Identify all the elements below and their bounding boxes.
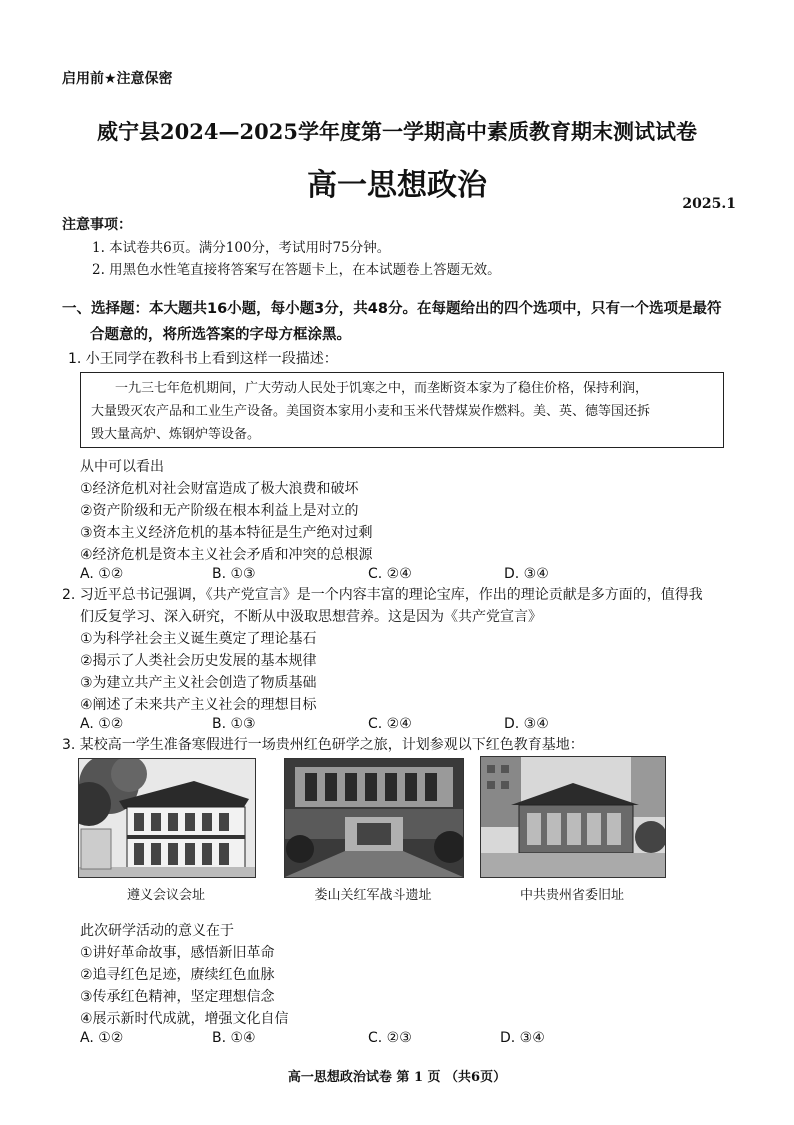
- note-item: 2. 用黑色水性笔直接将答案写在答题卡上，在本试题卷上答题无效。: [92, 262, 501, 278]
- q1-choice-c[interactable]: C. ②④: [368, 566, 412, 582]
- notes-title: 注意事项：: [62, 217, 132, 233]
- q1-choice-d[interactable]: D. ③④: [504, 566, 549, 582]
- q3-lead: 此次研学活动的意义在于: [80, 923, 234, 939]
- q1-quote-line: 一九三七年危机期间，广大劳动人民处于饥寒之中，而垄断资本家为了稳住价格，保持利润，: [115, 381, 649, 396]
- q3-option: ②追寻红色足迹，赓续红色血脉: [80, 967, 275, 983]
- q3-choice-c[interactable]: C. ②③: [368, 1030, 412, 1046]
- q2-option: ①为科学社会主义诞生奠定了理论基石: [80, 631, 317, 647]
- q2-choice-c[interactable]: C. ②④: [368, 716, 412, 732]
- q2-stem-line: 2. 习近平总书记强调，《共产党宣言》是一个内容丰富的理论宝库，作出的理论贡献是多方面的，值得我: [62, 587, 703, 603]
- q1-option: ②资产阶级和无产阶级在根本利益上是对立的: [80, 503, 359, 519]
- section-title-line: 合题意的，将所选答案的字母方框涂黑。: [90, 327, 351, 343]
- q2-choice-a[interactable]: A. ①②: [80, 716, 124, 732]
- section-title: [62, 296, 742, 348]
- q3-option: ④展示新时代成就，增强文化自信: [80, 1011, 289, 1027]
- q3-choice-b[interactable]: B. ①④: [212, 1030, 256, 1046]
- zunyi-site-photo: [78, 758, 256, 878]
- photo-caption: 娄山关红军战斗遗址: [314, 888, 432, 903]
- q2-choice-d[interactable]: D. ③④: [504, 716, 549, 732]
- q1-quote-line: 毁大量高炉、炼钢炉等设备。: [91, 427, 261, 442]
- q3-option: ①讲好革命故事，感悟新旧革命: [80, 945, 275, 961]
- q1-option: ①经济危机对社会财富造成了极大浪费和破坏: [80, 481, 359, 497]
- q2-option: ②揭示了人类社会历史发展的基本规律: [80, 653, 317, 669]
- confidential-label: 启用前★注意保密: [62, 71, 173, 87]
- subject-title: 高一思想政治: [307, 168, 487, 203]
- exam-title: 威宁县2024—2025学年度第一学期高中素质教育期末测试试卷: [97, 119, 697, 144]
- q2-stem: [62, 584, 742, 628]
- q1-quote-line: 大量毁灭农产品和工业生产设备。美国资本家用小麦和玉米代替煤炭作燃料。美、英、德等国还拆: [91, 404, 651, 419]
- section-title-line: 一、选择题：本大题共16小题，每小题3分，共48分。在每题给出的四个选项中，只有一个选项是最符: [62, 301, 722, 317]
- photo-caption: 遵义会议会址: [126, 888, 205, 903]
- q1-choice-b[interactable]: B. ①③: [212, 566, 256, 582]
- photo-caption: 中共贵州省委旧址: [519, 888, 624, 903]
- guizhou-committee-photo: [480, 756, 666, 878]
- loushanguan-site-photo: [284, 758, 464, 878]
- q2-choice-b[interactable]: B. ①③: [212, 716, 256, 732]
- q2-stem-line: 们反复学习、深入研究，不断从中汲取思想营养。这是因为《共产党宣言》: [80, 609, 542, 625]
- q1-stem: 1. 小王同学在教科书上看到这样一段描述：: [68, 351, 338, 367]
- q1-choice-a[interactable]: A. ①②: [80, 566, 124, 582]
- q1-option: ③资本主义经济危机的基本特征是生产绝对过剩: [80, 525, 373, 541]
- exam-date: 2025.1: [682, 196, 736, 212]
- q3-choice-a[interactable]: A. ①②: [80, 1030, 124, 1046]
- q3-choice-d[interactable]: D. ③④: [500, 1030, 545, 1046]
- q2-option: ④阐述了未来共产主义社会的理想目标: [80, 697, 317, 713]
- note-item: 1. 本试卷共6页。满分100分，考试用时75分钟。: [92, 240, 391, 256]
- q3-stem: 3. 某校高一学生准备寒假进行一场贵州红色研学之旅，计划参观以下红色教育基地：: [62, 737, 584, 753]
- q1-option: ④经济危机是资本主义社会矛盾和冲突的总根源: [80, 547, 373, 563]
- page-footer: 高一思想政治试卷 第 1 页 （共6页）: [287, 1070, 507, 1085]
- q1-lead: 从中可以看出: [80, 459, 164, 475]
- q1-quote-box: [80, 372, 724, 448]
- q2-option: ③为建立共产主义社会创造了物质基础: [80, 675, 317, 691]
- q3-option: ③传承红色精神，坚定理想信念: [80, 989, 275, 1005]
